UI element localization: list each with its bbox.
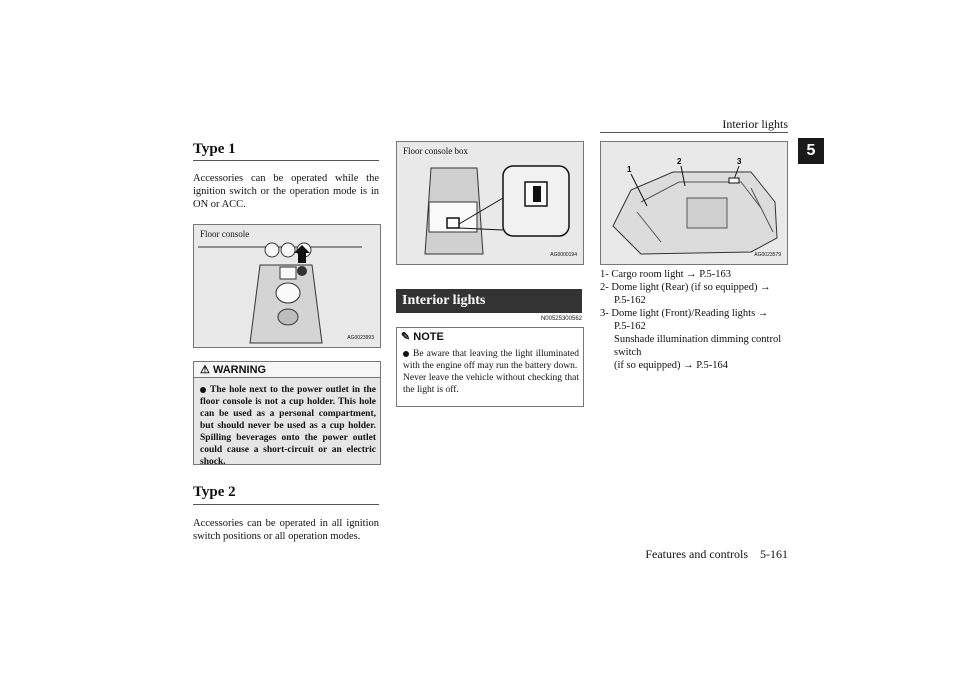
- callout-1: 1: [627, 165, 632, 174]
- vehicle-interior-illustration: [601, 142, 787, 264]
- floor-console-figure: [193, 224, 381, 348]
- note-title: [401, 330, 444, 343]
- warning-triangle-icon: ⚠: [200, 364, 210, 376]
- header-rule: [600, 132, 788, 133]
- legend-item-3: 3- Dome light (Front)/Reading lights →: [600, 308, 769, 319]
- floor-console-box-figure-code: AG0000194: [550, 252, 577, 258]
- note-box: [396, 327, 584, 407]
- floor-console-box-illustration: [397, 142, 583, 264]
- floor-console-label: Floor console: [200, 229, 250, 239]
- lights-legend: [600, 268, 788, 372]
- page-footer: Features and controls 5-161: [645, 547, 788, 561]
- type2-heading-rule: [193, 504, 379, 505]
- warning-box: [193, 361, 381, 465]
- callout-3: 3: [737, 157, 742, 166]
- type2-body: Accessories can be operated in all ignition switch positions or all operation modes.: [193, 518, 379, 542]
- legend-item-3-extra-2: switch: [614, 347, 642, 358]
- warning-title-text: WARNING: [212, 364, 267, 376]
- note-text-2: Never leave the vehicle without checking that the light is off.: [403, 373, 579, 395]
- note-text-block: [403, 348, 579, 396]
- legend-item-3-extra-1: Sunshade illumination dimming control: [614, 334, 782, 345]
- legend-item-3-page: P.5-162: [614, 321, 646, 332]
- floor-console-box-label: Floor console box: [403, 146, 468, 156]
- floor-console-figure-code: AG0023993: [347, 335, 374, 341]
- bullet-icon: [403, 351, 409, 357]
- legend-item-1: 1- Cargo room light → P.5-163: [600, 269, 732, 280]
- legend-item-3-extra-3: (if so equipped) → P.5-164: [614, 360, 729, 371]
- floor-console-box-figure: [396, 141, 584, 265]
- type2-heading: Type 2: [193, 484, 236, 500]
- interior-lights-figure-code: AG0023579: [754, 252, 781, 258]
- note-text-1: Be aware that leaving the light illuminated with the engine off may run the battery down.: [403, 349, 579, 371]
- note-title-text: NOTE: [413, 331, 444, 343]
- interior-lights-ref-code: N00525300562: [540, 316, 582, 322]
- warning-title: [194, 362, 380, 378]
- type1-heading: Type 1: [193, 141, 236, 157]
- floor-console-illustration: [194, 225, 380, 347]
- interior-lights-heading: Interior lights: [396, 289, 582, 313]
- pencil-icon: ✎: [401, 331, 411, 343]
- chapter-tab: 5: [798, 138, 824, 164]
- legend-item-2-page: P.5-162: [614, 295, 646, 306]
- warning-text: The hole next to the power outlet in the floor console is not a cup holder. This hole can be used as a personal compartment, but should never be used as a cup holder. Spilling beverages onto the power outlet could cause a short-circuit or an electric shock.: [200, 385, 376, 467]
- callout-2: 2: [677, 157, 682, 166]
- legend-item-2: 2- Dome light (Rear) (if so equipped) →: [600, 282, 771, 293]
- warning-text-block: [200, 384, 376, 468]
- running-title: Interior lights: [722, 117, 788, 131]
- type1-heading-rule: [193, 160, 379, 161]
- interior-lights-figure: [600, 141, 788, 265]
- bullet-icon: [200, 387, 206, 393]
- type1-body: Accessories can be operated while the ignition switch or the operation mode is in ON or ACC.: [193, 173, 379, 210]
